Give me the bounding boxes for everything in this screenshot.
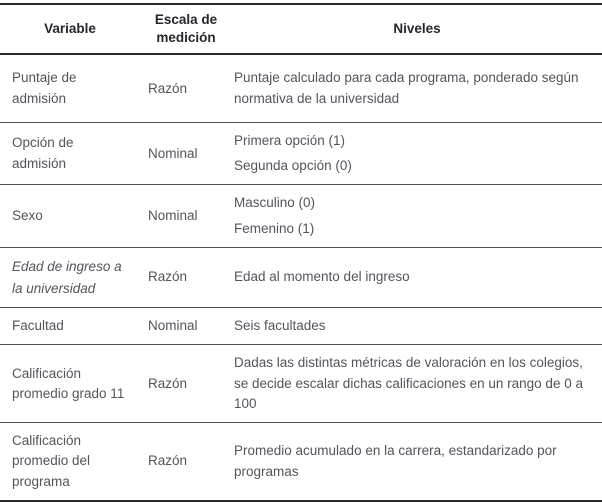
column-header-niveles: Niveles — [232, 4, 602, 54]
niveles-cell — [232, 247, 602, 307]
niveles-cell — [232, 423, 602, 501]
variable-cell — [0, 185, 140, 248]
escala-text: Nominal — [148, 145, 198, 161]
nivel-line: Seis facultades — [234, 318, 326, 334]
table-body — [0, 54, 602, 500]
niveles-cell — [232, 345, 602, 423]
niveles-cell — [232, 308, 602, 345]
escala-cell — [140, 345, 232, 423]
nivel-line: Puntaje calculado para cada programa, ponderado según normativa de la universidad — [234, 70, 579, 106]
variable-text: Edad de ingreso a la universidad — [12, 258, 122, 296]
escala-text: Razón — [148, 375, 188, 391]
escala-cell — [140, 423, 232, 501]
table-row — [0, 247, 602, 307]
variable-cell — [0, 423, 140, 501]
table-row — [0, 54, 602, 122]
variable-cell — [0, 122, 140, 185]
escala-cell — [140, 185, 232, 248]
escala-cell — [140, 308, 232, 345]
escala-cell — [140, 247, 232, 307]
nivel-line: Masculino (0) — [234, 195, 316, 211]
column-header-variable: Variable — [0, 4, 140, 54]
escala-text: Nominal — [148, 318, 198, 334]
variable-text: Puntaje de admisión — [12, 70, 77, 106]
table-header — [0, 4, 602, 54]
table-row — [0, 185, 602, 248]
column-header-escala: Escala de medición — [140, 4, 232, 54]
table-row — [0, 308, 602, 345]
table-row — [0, 345, 602, 423]
header-row — [0, 4, 602, 54]
variables-table — [0, 3, 602, 502]
variable-cell — [0, 345, 140, 423]
variable-cell — [0, 247, 140, 307]
nivel-line: Promedio acumulado en la carrera, estandarizado por programas — [234, 443, 557, 479]
nivel-line: Edad al momento del ingreso — [234, 269, 410, 285]
nivel-line: Dadas las distintas métricas de valoración en los colegios, se decide escalar dichas calificaciones en un rango de 0 a 100 — [234, 355, 583, 411]
nivel-line: Primera opción (1) — [234, 132, 346, 148]
variable-text: Facultad — [12, 318, 64, 334]
escala-cell — [140, 54, 232, 122]
variable-text: Calificación promedio grado 11 — [12, 365, 125, 401]
niveles-cell — [232, 54, 602, 122]
variable-cell — [0, 308, 140, 345]
niveles-cell — [232, 185, 602, 248]
escala-text: Razón — [148, 80, 188, 96]
nivel-line: Femenino (1) — [234, 220, 315, 236]
escala-text: Razón — [148, 269, 188, 285]
escala-cell — [140, 122, 232, 185]
escala-text: Nominal — [148, 208, 198, 224]
niveles-cell — [232, 122, 602, 185]
table-row — [0, 122, 602, 185]
table-row — [0, 423, 602, 501]
variable-cell — [0, 54, 140, 122]
variable-text: Opción de admisión — [12, 135, 74, 171]
nivel-line: Segunda opción (0) — [234, 158, 352, 174]
escala-text: Razón — [148, 453, 188, 469]
variable-text: Sexo — [12, 208, 43, 224]
variable-text: Calificación promedio del programa — [12, 433, 91, 489]
